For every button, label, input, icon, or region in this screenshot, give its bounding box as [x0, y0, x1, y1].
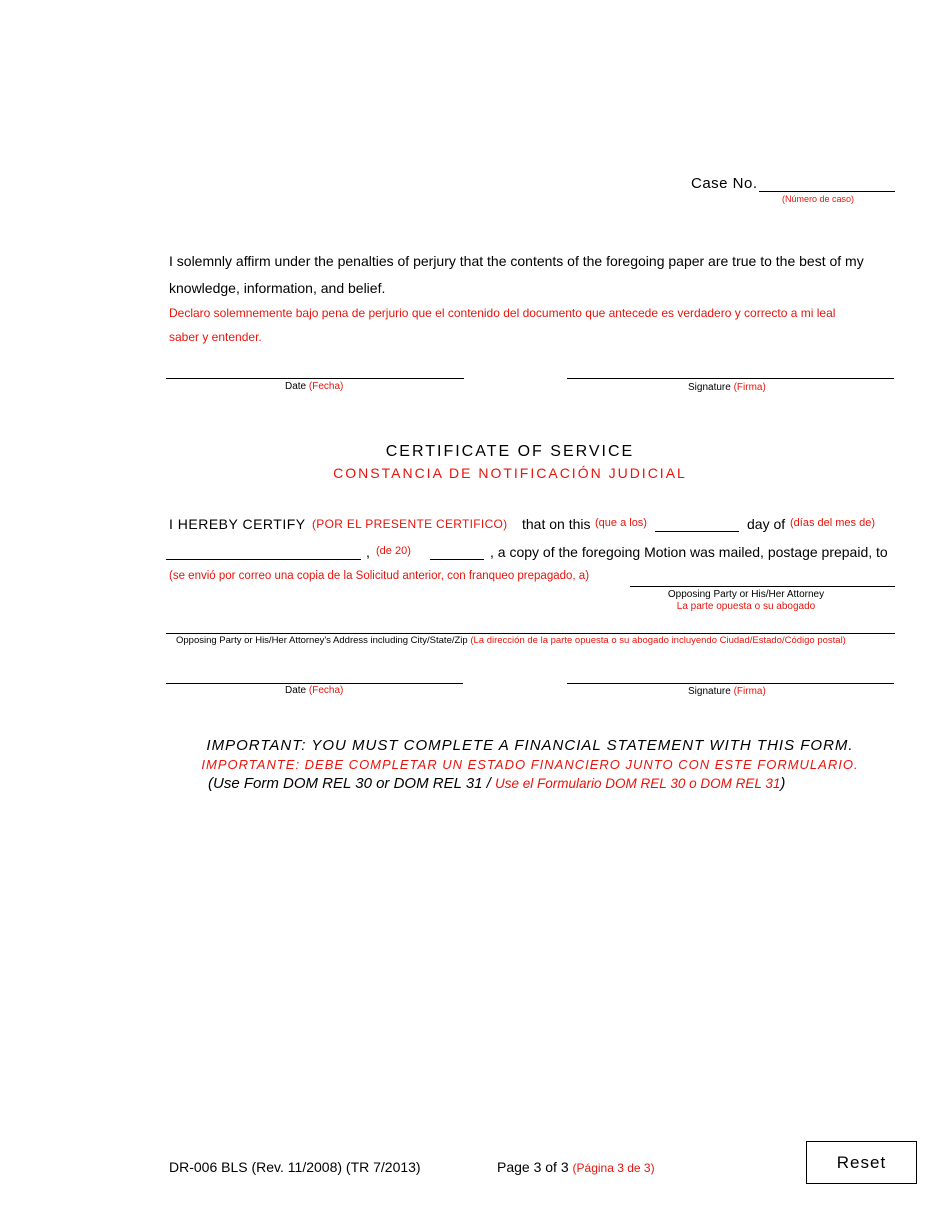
case-number-sublabel: (Número de caso): [782, 194, 855, 204]
case-number-label: Case No.: [691, 175, 758, 192]
important-notice: IMPORTANT: YOU MUST COMPLETE A FINANCIAL STATEMENT WITH THIS FORM.: [206, 737, 854, 754]
certify-text: I HEREBY CERTIFY: [169, 516, 306, 532]
day-of-text: day of: [747, 516, 786, 532]
page-number: Page 3 of 3 (Página 3 de 3): [497, 1159, 655, 1175]
address-label: Opposing Party or His/Her Attorney's Address including City/State/Zip (La dirección de la parte opuesta o su abogado incluyendo Ciudad/Estado/Código postal): [176, 635, 846, 646]
that-on-this-text: that on this: [522, 516, 591, 532]
service-date-label: Date (Fecha): [285, 685, 344, 696]
opposing-party-label-es: La parte opuesta o su abogado: [676, 601, 816, 612]
year-field[interactable]: [430, 543, 484, 560]
use-form-note: (Use Form DOM REL 30 or DOM REL 31 / Use el Formulario DOM REL 30 o DOM REL 31): [208, 775, 786, 792]
service-signature-label: Signature (Firma): [688, 686, 766, 697]
reset-button[interactable]: Reset: [806, 1141, 917, 1184]
comma-text: ,: [366, 544, 370, 560]
day-of-text-es: (días del mes de): [790, 517, 875, 529]
opposing-address-field[interactable]: [166, 617, 895, 634]
affirmation-text: knowledge, information, and belief.: [169, 280, 386, 296]
certify-text-es: (POR EL PRESENTE CERTIFICO): [312, 517, 508, 531]
date-field[interactable]: [166, 362, 464, 379]
opposing-party-label: Opposing Party or His/Her Attorney: [667, 589, 825, 600]
important-notice-es: IMPORTANTE: DEBE COMPLETAR UN ESTADO FINANCIERO JUNTO CON ESTE FORMULARIO.: [201, 757, 859, 772]
signature-field[interactable]: [567, 362, 894, 379]
copy-mailed-text-es: (se envió por correo una copia de la Solicitud anterior, con franqueo prepagado, a): [169, 570, 590, 582]
opposing-party-field[interactable]: [630, 570, 895, 587]
affirmation-text-es: Declaro solemnemente bajo pena de perjurio que el contenido del documento que antecede es verdadero y correcto a mi leal: [169, 306, 836, 320]
certificate-title: CERTIFICATE OF SERVICE: [385, 443, 635, 460]
copy-mailed-text: , a copy of the foregoing Motion was mailed, postage prepaid, to: [490, 544, 888, 560]
affirmation-text-es: saber y entender.: [169, 330, 262, 344]
case-number-field[interactable]: [759, 175, 895, 192]
day-field[interactable]: [655, 515, 739, 532]
service-date-field[interactable]: [166, 667, 463, 684]
that-on-this-text-es: (que a los): [595, 517, 647, 529]
date-label: Date (Fecha): [285, 381, 344, 392]
month-field[interactable]: [166, 543, 361, 560]
certificate-title-es: CONSTANCIA DE NOTIFICACIÓN JUDICIAL: [333, 465, 687, 481]
signature-label: Signature (Firma): [688, 382, 766, 393]
affirmation-text: I solemnly affirm under the penalties of perjury that the contents of the foregoing paper are true to the best of my: [169, 253, 864, 269]
form-id: DR-006 BLS (Rev. 11/2008) (TR 7/2013): [169, 1159, 421, 1175]
year-label-es: (de 20): [376, 545, 411, 557]
service-signature-field[interactable]: [567, 667, 894, 684]
